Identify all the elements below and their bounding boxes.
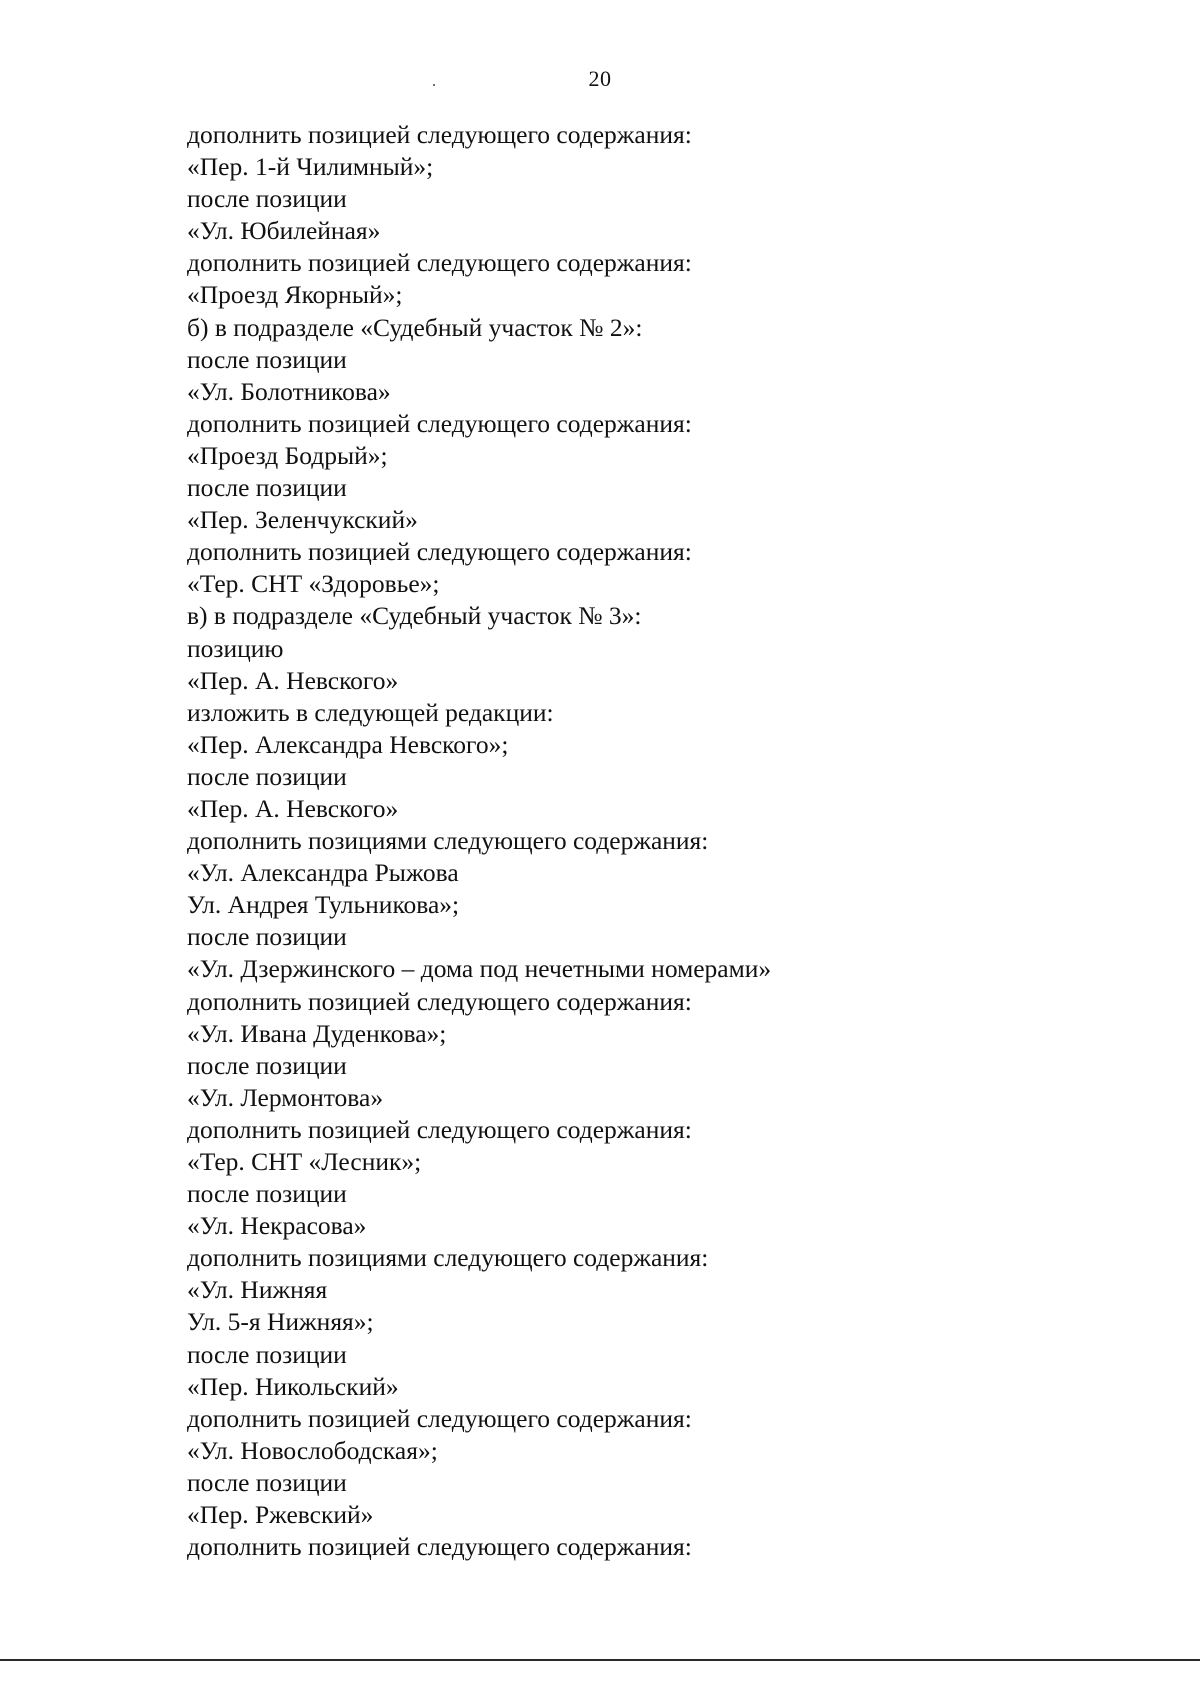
- scan-speck: [433, 84, 435, 86]
- document-line: б) в подразделе «Судебный участок № 2»:: [187, 312, 643, 342]
- document-line: дополнить позицией следующего содержания:: [187, 1114, 692, 1144]
- document-line: изложить в следующей редакции:: [187, 697, 554, 727]
- document-line: после позиции: [187, 1179, 347, 1209]
- document-line: «Ул. Александра Рыжова: [187, 858, 459, 888]
- document-line: дополнить позицией следующего содержания:: [187, 1532, 692, 1562]
- document-line: дополнить позициями следующего содержания:: [187, 826, 709, 856]
- document-line: после позиции: [187, 1050, 347, 1080]
- document-line: после позиции: [187, 922, 347, 952]
- document-line: «Проезд Бодрый»;: [187, 440, 388, 470]
- document-line: дополнить позицией следующего содержания:: [187, 986, 692, 1016]
- document-body: [187, 119, 1067, 1563]
- document-line: «Проезд Якорный»;: [187, 280, 403, 310]
- document-line: «Тер. СНТ «Здоровье»;: [187, 569, 440, 599]
- document-line: «Ул. Новослободская»;: [187, 1435, 438, 1465]
- document-line: «Ул. Юбилейная»: [187, 216, 381, 246]
- document-line: после позиции: [187, 184, 347, 214]
- document-line: «Ул. Нижняя: [187, 1275, 328, 1305]
- document-line: после позиции: [187, 344, 347, 374]
- document-line: «Пер. Александра Невского»;: [187, 729, 509, 759]
- document-line: дополнить позицией следующего содержания:: [187, 537, 692, 567]
- document-line: позицию: [187, 633, 284, 663]
- document-line: Ул. 5-я Нижняя»;: [187, 1307, 374, 1337]
- document-line: «Ул. Некрасова»: [187, 1211, 367, 1241]
- document-line: дополнить позицией следующего содержания:: [187, 120, 692, 149]
- document-line: «Пер. Ржевский»: [187, 1500, 374, 1530]
- document-line: дополнить позицией следующего содержания:: [187, 248, 692, 278]
- document-line: «Пер. А. Невского»: [187, 793, 399, 823]
- document-line: «Ул. Лермонтова»: [187, 1082, 384, 1112]
- document-line: «Тер. СНТ «Лесник»;: [187, 1147, 422, 1176]
- document-line: после позиции: [187, 761, 347, 791]
- document-line: Ул. Андрея Тульникова»;: [187, 890, 460, 920]
- document-line: дополнить позицией следующего содержания:: [187, 408, 692, 438]
- page-number: 20: [588, 66, 612, 91]
- document-line: «Пер. А. Невского»: [187, 665, 399, 695]
- document-line: «Пер. Зеленчукский»: [187, 505, 418, 535]
- document-line: после позиции: [187, 1467, 347, 1497]
- document-line: «Пер. 1-й Чилимный»;: [187, 152, 434, 182]
- document-line: «Ул. Болотникова»: [187, 376, 391, 406]
- document-line: «Ул. Ивана Дуденкова»;: [187, 1018, 447, 1048]
- document-line: «Ул. Дзержинского – дома под нечетными номерами»: [187, 954, 772, 984]
- document-line: после позиции: [187, 473, 347, 503]
- document-line: после позиции: [187, 1339, 347, 1369]
- document-line: в) в подразделе «Судебный участок № 3»:: [187, 601, 642, 631]
- document-line: дополнить позицией следующего содержания:: [187, 1403, 692, 1433]
- document-line: «Пер. Никольский»: [187, 1371, 399, 1401]
- bottom-rule: [0, 1659, 1200, 1661]
- document-line: дополнить позициями следующего содержания:: [187, 1243, 709, 1273]
